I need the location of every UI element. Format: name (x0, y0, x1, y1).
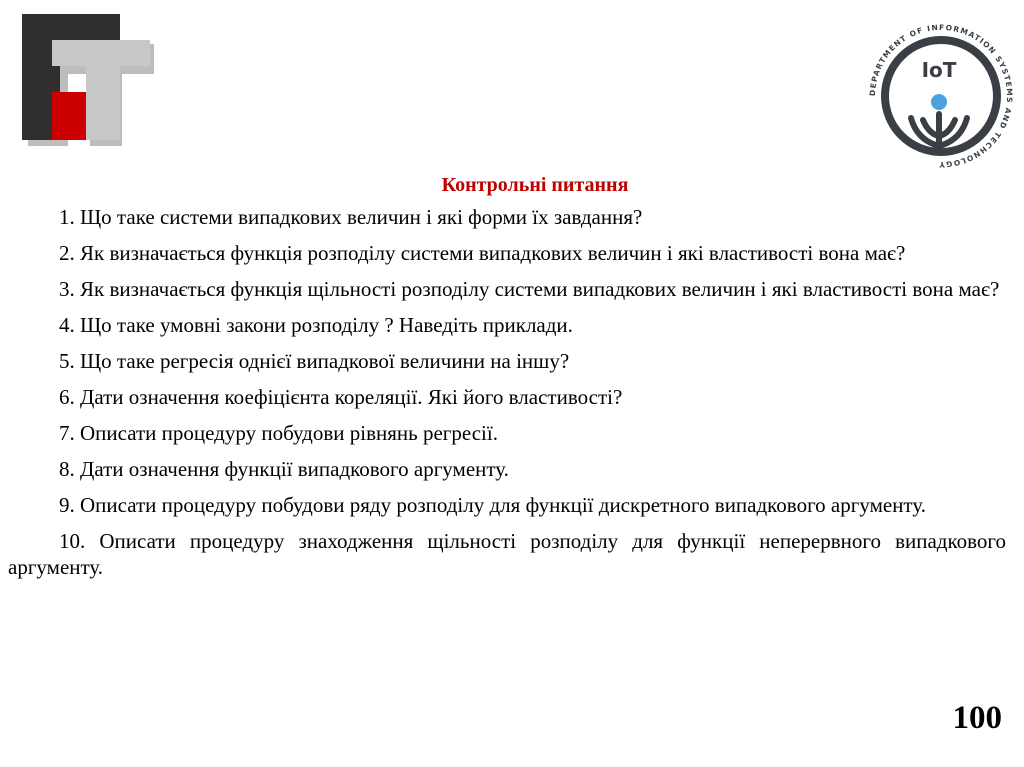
question-item: 2. Як визначається функція розподілу системи випадкових величин і які властивості вона має? (59, 241, 906, 265)
ft-logo-dark-bar (22, 14, 120, 40)
iot-logo-blue-dot (931, 94, 947, 110)
questions-list (8, 204, 1006, 590)
question-item: 3. Як визначається функція щільності розподілу системи випадкових величин і які властивості вона має? (59, 277, 1000, 301)
question-item: 10. Описати процедуру знаходження щільності розподілу для функції неперервного випадкового аргументу. (8, 529, 1006, 579)
iot-logo-text: IoT (921, 58, 957, 82)
question-item: 1. Що таке системи випадкових величин і які форми їх завдання? (59, 205, 643, 229)
question-item: 5. Що таке регресія однієї випадкової величини на іншу? (59, 349, 570, 373)
iot-logo-ring-text: DEPARTMENT OF INFORMATION SYSTEMS AND TECHNOLOGY (867, 22, 1015, 170)
ft-logo-red-block (52, 92, 86, 140)
page-number: 100 (952, 700, 1002, 736)
question-item: 9. Описати процедуру побудови ряду розподілу для функції дискретного випадкового аргументу. (59, 493, 926, 517)
question-item: 7. Описати процедуру побудови рівнянь регресії. (59, 421, 498, 445)
ft-logo-gray-bar (52, 40, 150, 66)
question-item: 6. Дати означення коефіцієнта кореляції. Які його властивості? (59, 385, 623, 409)
iot-department-logo (857, 12, 1024, 180)
ft-logo (22, 14, 157, 149)
iot-logo-signal-icon (911, 114, 967, 146)
question-item: 4. Що таке умовні закони розподілу ? Наведіть приклади. (59, 313, 573, 337)
question-item: 8. Дати означення функції випадкового аргументу. (59, 457, 509, 481)
ft-logo-gray-stem (86, 66, 120, 140)
page-title: Контрольні питання (441, 174, 629, 196)
